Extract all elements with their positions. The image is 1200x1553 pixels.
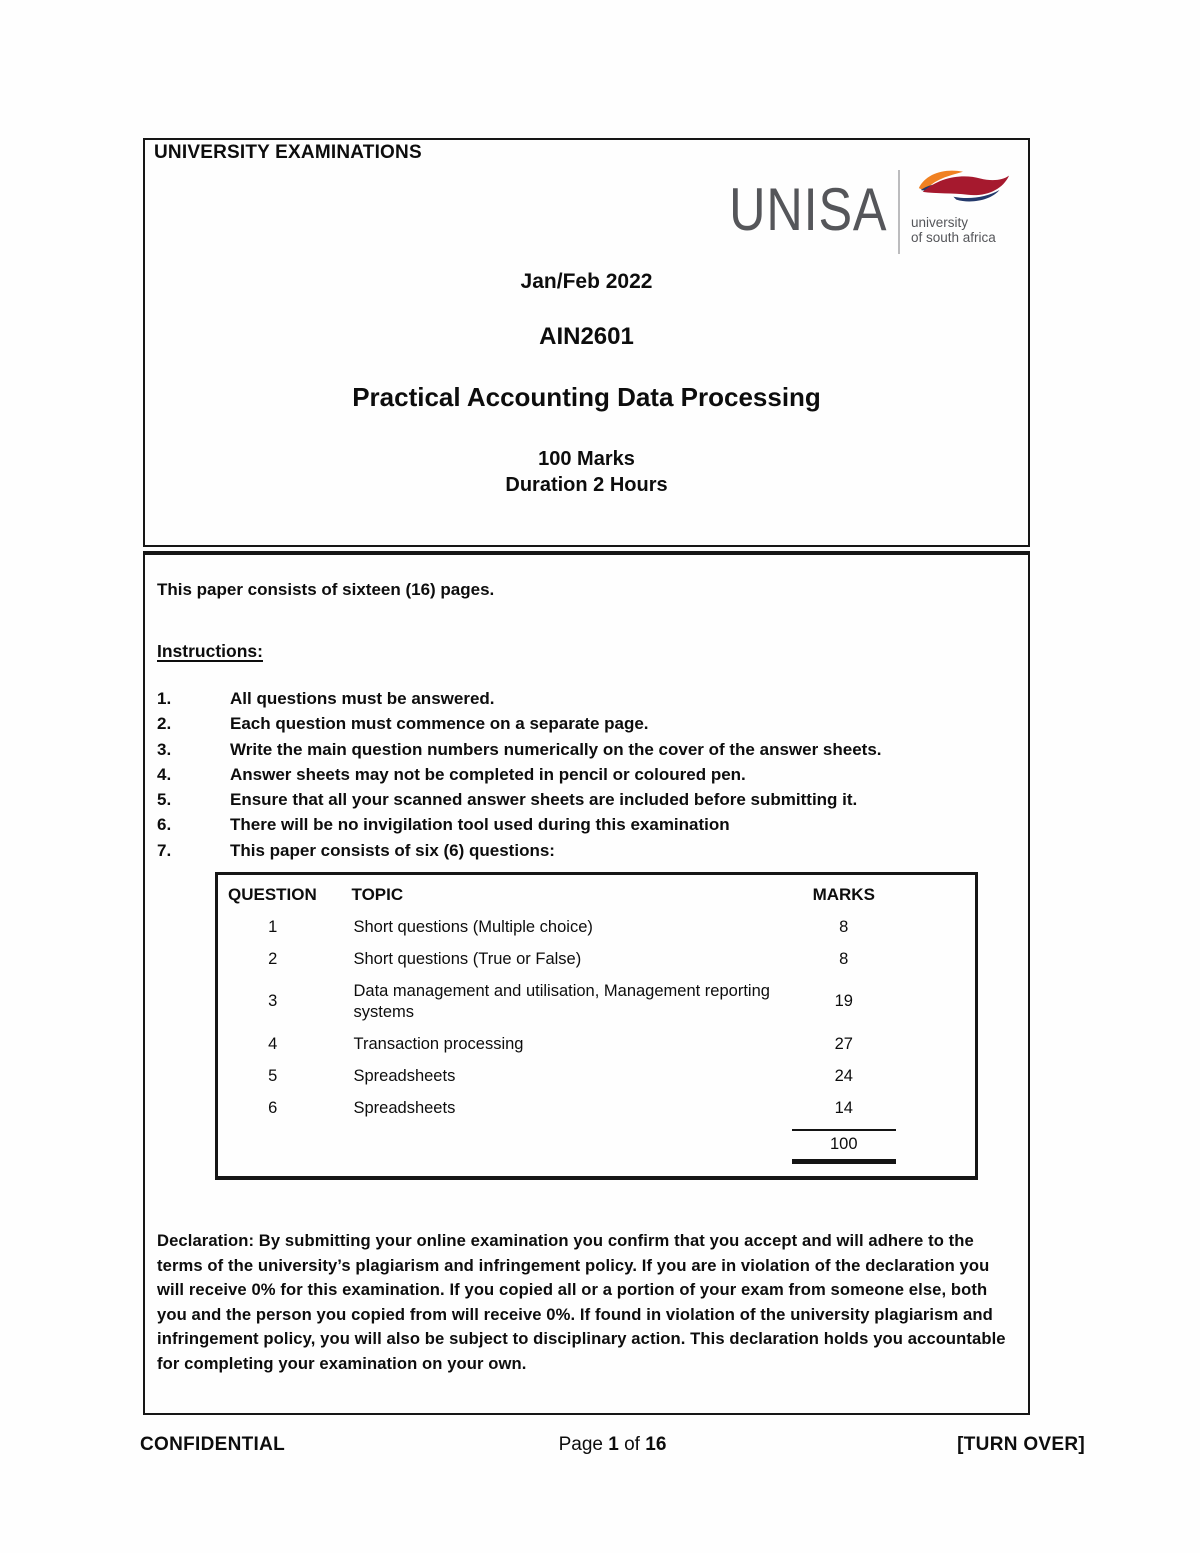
logo-right-block xyxy=(911,166,1015,245)
table-row xyxy=(217,1092,977,1124)
turn-over-label: [TURN OVER] xyxy=(957,1434,1085,1455)
instruction-number: 4. xyxy=(157,764,172,784)
total-marks-value: 100 xyxy=(792,1129,896,1164)
question-cell: 5 xyxy=(268,1066,278,1085)
instructions-heading: Instructions: xyxy=(157,641,263,661)
marks-cell: 24 xyxy=(834,1066,853,1085)
total-marks-cell xyxy=(779,1124,977,1178)
table-row xyxy=(217,1028,977,1060)
header-box xyxy=(143,138,1030,547)
instruction-number: 2. xyxy=(157,714,172,734)
question-cell: 3 xyxy=(268,992,278,1011)
instruction-text: Each question must commence on a separate page. xyxy=(230,714,649,734)
marks-cell: 14 xyxy=(834,1098,853,1117)
module-code: AIN2601 xyxy=(539,323,634,350)
pages-total: 16 xyxy=(645,1434,667,1455)
topic-cell: Transaction processing xyxy=(353,1034,524,1053)
tagline-line-2: of south africa xyxy=(911,229,996,245)
question-cell: 1 xyxy=(268,917,278,936)
page-word: Page xyxy=(558,1434,603,1455)
table-row xyxy=(217,943,977,975)
instruction-text: Write the main question numbers numerically on the cover of the answer sheets. xyxy=(230,739,882,759)
university-examinations-label: UNIVERSITY EXAMINATIONS xyxy=(154,142,422,163)
table-row xyxy=(217,975,977,1028)
question-column-header: QUESTION xyxy=(228,885,317,905)
question-marks-table xyxy=(215,872,978,1180)
marks-column-header: MARKS xyxy=(812,885,875,905)
instruction-item xyxy=(157,787,1016,812)
unisa-logo xyxy=(699,166,1015,254)
page-indicator xyxy=(140,1434,1085,1456)
total-spacer xyxy=(217,1124,352,1178)
instruction-text: All questions must be answered. xyxy=(230,689,495,708)
marks-cell: 8 xyxy=(839,917,849,936)
unisa-tagline xyxy=(911,216,1015,245)
page-number: 1 xyxy=(608,1434,619,1455)
marks-cell: 19 xyxy=(834,992,853,1011)
instruction-number: 7. xyxy=(157,840,172,860)
instruction-item xyxy=(157,838,1016,863)
instruction-item xyxy=(157,812,1016,837)
marks-cell: 8 xyxy=(839,949,849,968)
topic-cell: Short questions (True or False) xyxy=(353,949,582,968)
table-total-row xyxy=(217,1124,977,1178)
instruction-item xyxy=(157,737,1016,762)
question-cell: 2 xyxy=(268,949,278,968)
instruction-text: Ensure that all your scanned answer sheets are included before submitting it. xyxy=(230,790,858,810)
instruction-text: Answer sheets may not be completed in pencil or coloured pen. xyxy=(230,764,746,784)
pages-note: This paper consists of sixteen (16) pages. xyxy=(157,580,495,599)
instruction-number: 5. xyxy=(157,790,172,810)
logo-divider xyxy=(898,170,900,254)
declaration-paragraph: Declaration: By submitting your online examination you confirm that you accept and will adhere to the terms of the university’s plagiarism and infringement policy. If you are in violation of the declaration you will receive 0% for this examination. If you copied all or a portion of your exam from someone else, both you and the person you copied from will receive 0%. If found in violation of the university plagiarism and infringement policy, you will also be subject to disciplinary action. This declaration holds you accountable for completing your examination on your own. xyxy=(157,1231,1006,1374)
instruction-number: 1. xyxy=(157,689,172,708)
page-footer xyxy=(140,1434,1085,1460)
table-row xyxy=(217,911,977,943)
topic-cell: Data management and utilisation, Management reporting systems xyxy=(353,981,770,1021)
question-marks-table-wrap xyxy=(215,872,1016,1180)
question-cell: 6 xyxy=(268,1098,278,1117)
instruction-text: There will be no invigilation tool used during this examination xyxy=(230,815,730,835)
topic-column-header: TOPIC xyxy=(351,885,404,905)
duration-line: Duration 2 Hours xyxy=(505,474,668,496)
unisa-wordmark: UNISA xyxy=(728,176,887,243)
instruction-number: 3. xyxy=(157,739,172,759)
topic-cell: Spreadsheets xyxy=(353,1098,456,1117)
unisa-flame-icon xyxy=(911,166,1015,214)
table-row xyxy=(217,1060,977,1092)
exam-session: Jan/Feb 2022 xyxy=(520,270,653,293)
total-marks-line: 100 Marks xyxy=(538,448,635,470)
of-word: of xyxy=(624,1434,640,1455)
topic-cell: Spreadsheets xyxy=(353,1066,456,1085)
module-title: Practical Accounting Data Processing xyxy=(352,382,821,412)
instructions-list xyxy=(157,686,1016,863)
total-spacer xyxy=(352,1124,779,1178)
topic-cell: Short questions (Multiple choice) xyxy=(353,917,593,936)
confidential-label: CONFIDENTIAL xyxy=(140,1434,286,1455)
instruction-item xyxy=(157,711,1016,736)
question-cell: 4 xyxy=(268,1034,278,1053)
instruction-text: This paper consists of six (6) questions: xyxy=(230,840,555,860)
instruction-item xyxy=(157,686,1016,711)
marks-cell: 27 xyxy=(834,1034,853,1053)
instructions-box xyxy=(143,551,1030,1415)
table-header-row xyxy=(217,874,977,912)
tagline-line-1: university xyxy=(911,215,969,230)
instruction-number: 6. xyxy=(157,815,172,835)
instruction-item xyxy=(157,762,1016,787)
